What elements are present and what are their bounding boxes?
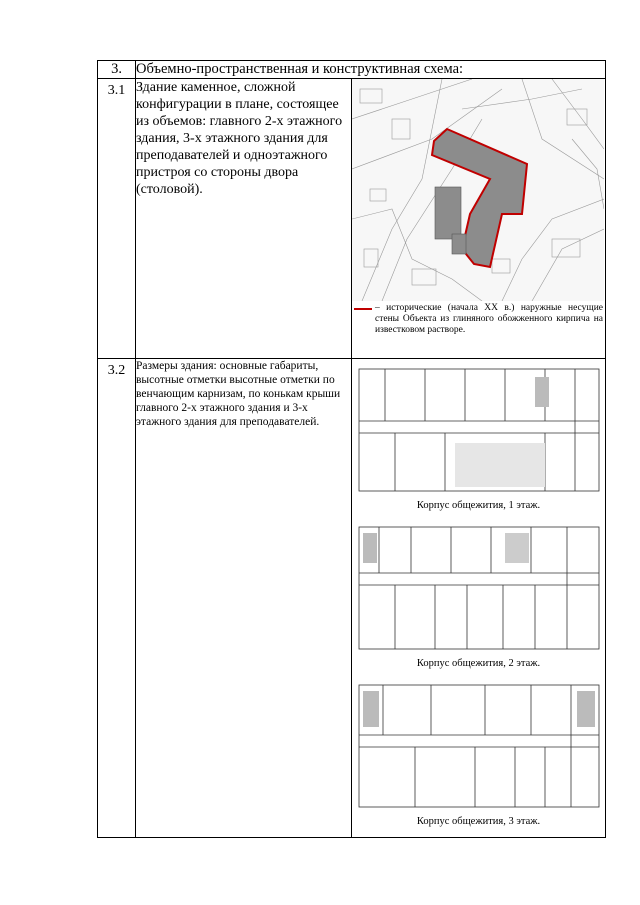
row-number: 3.1	[98, 79, 136, 359]
floor-plan-2-image	[355, 521, 603, 655]
red-line-swatch	[354, 308, 372, 310]
floor-plan-3-image	[355, 679, 603, 813]
row-number: 3.2	[98, 359, 136, 838]
row-text: Размеры здания: основные габариты, высотные отметки высотные отметки по венчающим карнизам, по конькам крыши главного 2-х этажного здания и 3-х этажного здания для преподавателей.	[136, 359, 352, 838]
row-3-2	[98, 359, 606, 838]
floor-plan-3-caption: Корпус общежития, 3 этаж.	[416, 816, 541, 827]
floor-plan-2-caption: Корпус общежития, 2 этаж.	[416, 658, 541, 669]
section-header-row	[98, 61, 606, 79]
section-number: 3.	[98, 61, 136, 79]
site-plan-cell	[352, 79, 606, 359]
site-plan-image	[352, 79, 604, 301]
content-table	[97, 60, 606, 838]
legend-text: – исторические (начала XX в.) наружные несущие стены Объекта из глиняного обожженного кирпича на известковом растворе.	[375, 303, 603, 335]
floor-plan-1-caption: Корпус общежития, 1 этаж.	[416, 500, 541, 511]
map-legend	[352, 301, 605, 338]
row-3-1	[98, 79, 606, 359]
row-text: Здание каменное, сложной конфигурации в плане, состоящее из объемов: главного 2-х этажного здания, 3-х этажного здания для преподавателей и одноэтажного пристроя со стороны двора (столовой).	[136, 79, 352, 359]
section-title: Объемно-пространственная и конструктивная схема:	[136, 61, 606, 79]
floor-plan-1-image	[355, 363, 603, 497]
floor-plans-cell	[352, 359, 606, 838]
